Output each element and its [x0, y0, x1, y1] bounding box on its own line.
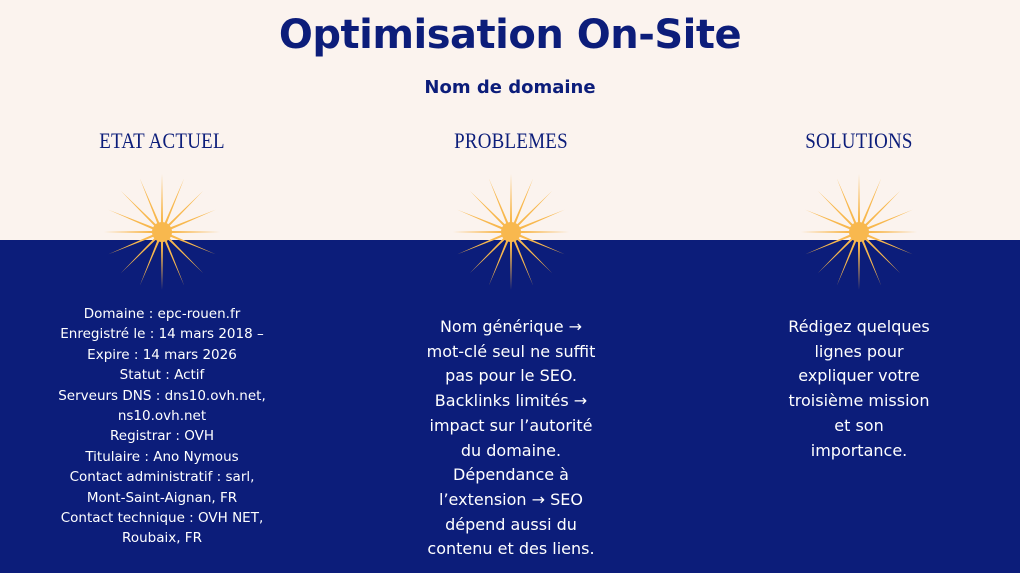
sun-burst-icon	[102, 172, 222, 292]
column-heading: ETAT ACTUEL	[99, 128, 225, 153]
sun-burst-icon	[799, 172, 919, 292]
text-line: Roubaix, FR	[122, 530, 202, 547]
text-line: Registrar : OVH	[109, 428, 214, 445]
text-line: ns10.ovh.net	[117, 408, 207, 425]
column-body	[32, 304, 292, 549]
text-line: Domaine : epc-rouen.fr	[83, 306, 241, 322]
column-solutions	[729, 0, 989, 573]
text-line: Statut : Actif	[119, 367, 205, 384]
text-line: Enregistré le : 14 mars 2018 –	[60, 326, 264, 343]
text-line: Titulaire : Ano Nymous	[85, 448, 239, 465]
column-heading: SOLUTIONS	[805, 128, 913, 153]
paragraph: Rédigez quelques lignes pour expliquer votre troisième mission et son importance.	[788, 317, 930, 460]
text-line: Contact administratif : sarl,	[69, 469, 255, 486]
page-title: Optimisation On-Site	[278, 12, 742, 58]
text-line: Contact technique : OVH NET,	[60, 510, 264, 527]
sun-burst-icon	[451, 172, 571, 292]
sun-core	[152, 222, 172, 242]
column-heading: PROBLEMES	[454, 128, 568, 153]
paragraph: Backlinks limités → impact sur l’autorité du domaine.	[429, 391, 593, 460]
sun-core	[501, 222, 521, 242]
paragraph: Dépendance à l’extension → SEO dépend aussi du contenu et des liens.	[427, 465, 595, 559]
column-etat-actuel	[32, 0, 292, 573]
column-problemes	[381, 0, 641, 573]
text-line: Expire : 14 mars 2026	[87, 346, 237, 363]
text-line: Mont-Saint-Aignan, FR	[86, 489, 238, 506]
column-body	[729, 315, 989, 463]
sun-core	[849, 222, 869, 242]
paragraph: Nom générique → mot-clé seul ne suffit pas pour le SEO.	[426, 317, 596, 386]
page-subtitle: Nom de domaine	[424, 77, 596, 98]
text-line: Serveurs DNS : dns10.ovh.net,	[58, 387, 266, 404]
column-body	[381, 315, 641, 562]
